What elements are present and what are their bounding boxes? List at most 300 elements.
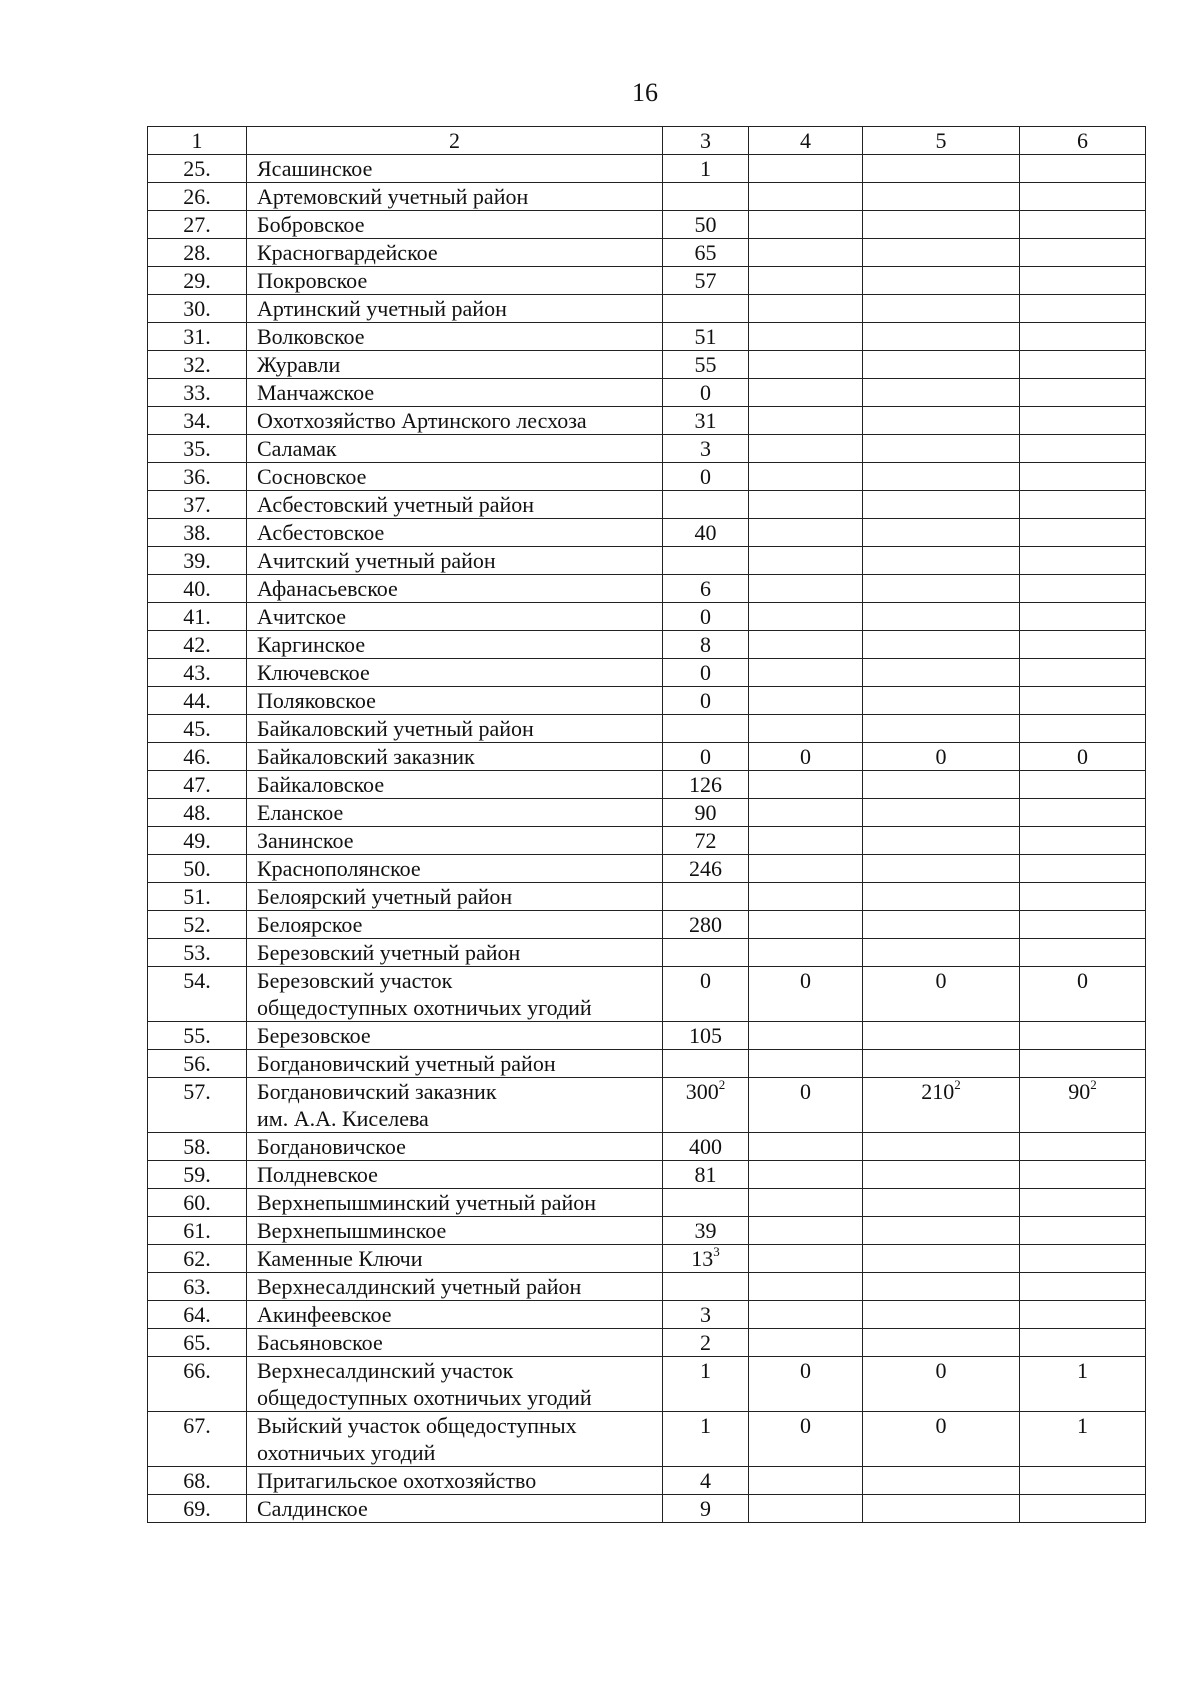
value-cell-c6 <box>1020 603 1146 631</box>
row-number: 50. <box>183 856 211 881</box>
value-cell-c5 <box>863 239 1020 267</box>
value-cell-c5 <box>863 155 1020 183</box>
value: 0 <box>935 1358 947 1383</box>
value-cell-c3 <box>663 351 749 379</box>
value-cell-c3 <box>663 575 749 603</box>
value-cell-c5 <box>863 715 1020 743</box>
row-number: 48. <box>183 800 211 825</box>
name-line: охотничьих угодий <box>257 1440 436 1465</box>
value: 0 <box>700 968 711 993</box>
table-row <box>148 519 1146 547</box>
value-cell-c5 <box>863 1245 1020 1273</box>
value-cell-c5 <box>863 1412 1020 1467</box>
name-line: Краснополянское <box>257 856 421 881</box>
value-cell-c4 <box>749 1161 863 1189</box>
value-cell-c4 <box>749 631 863 659</box>
value-cell-c3 <box>663 771 749 799</box>
value-cell-c5 <box>863 771 1020 799</box>
value-cell-c6 <box>1020 1467 1146 1495</box>
value-cell-c6 <box>1020 211 1146 239</box>
row-number: 64. <box>183 1302 211 1327</box>
table-row <box>148 631 1146 659</box>
name-line: Ачитский учетный район <box>257 548 496 573</box>
table-row <box>148 687 1146 715</box>
row-number-cell <box>148 211 247 239</box>
value-cell-c6 <box>1020 155 1146 183</box>
name-cell <box>247 519 663 547</box>
value: 9 <box>700 1496 711 1521</box>
name-line: Богдановичское <box>257 1134 406 1159</box>
value-cell-c6 <box>1020 351 1146 379</box>
value-cell-c6 <box>1020 631 1146 659</box>
value: 4 <box>700 1468 711 1493</box>
value-cell-c3 <box>663 379 749 407</box>
value-cell-c5 <box>863 883 1020 911</box>
name-cell <box>247 463 663 491</box>
value-cell-c3 <box>663 1133 749 1161</box>
table-row <box>148 883 1146 911</box>
value: 40 <box>694 520 717 545</box>
name-cell <box>247 743 663 771</box>
column-header: 5 <box>863 127 1020 155</box>
value-cell-c4 <box>749 407 863 435</box>
value-cell-c6 <box>1020 267 1146 295</box>
table-row <box>148 659 1146 687</box>
table-row <box>148 1078 1146 1133</box>
row-number-cell <box>148 799 247 827</box>
row-number-cell <box>148 491 247 519</box>
table-row <box>148 1357 1146 1412</box>
value-cell-c4 <box>749 323 863 351</box>
table-row <box>148 1495 1146 1523</box>
row-number: 33. <box>183 380 211 405</box>
value-cell-c6 <box>1020 911 1146 939</box>
value: 0 <box>700 464 711 489</box>
value-cell-c4 <box>749 771 863 799</box>
value-cell-c5 <box>863 827 1020 855</box>
value-cell-c5 <box>863 1329 1020 1357</box>
value-cell-c3 <box>663 1245 749 1273</box>
table-row <box>148 1329 1146 1357</box>
row-number: 41. <box>183 604 211 629</box>
value-cell-c5 <box>863 351 1020 379</box>
value-cell-c3 <box>663 463 749 491</box>
row-number-cell <box>148 239 247 267</box>
row-number: 30. <box>183 296 211 321</box>
table-row <box>148 183 1146 211</box>
row-number-cell <box>148 827 247 855</box>
value: 3 <box>700 1302 711 1327</box>
value: 0 <box>800 968 811 993</box>
name-line: Саламак <box>257 436 337 461</box>
row-number: 44. <box>183 688 211 713</box>
table-row <box>148 715 1146 743</box>
value-cell-c3 <box>663 883 749 911</box>
value-cell-c4 <box>749 1301 863 1329</box>
name-cell <box>247 1495 663 1523</box>
row-number-cell <box>148 1245 247 1273</box>
row-number-cell <box>148 1329 247 1357</box>
row-number-cell <box>148 379 247 407</box>
value: 90 <box>694 800 717 825</box>
name-cell <box>247 155 663 183</box>
value-cell-c4 <box>749 1078 863 1133</box>
footnote-mark: 2 <box>954 1077 961 1092</box>
name-line: Байкаловский заказник <box>257 744 475 769</box>
name-line: Занинское <box>257 828 354 853</box>
row-number-cell <box>148 1217 247 1245</box>
row-number-cell <box>148 183 247 211</box>
row-number: 34. <box>183 408 211 433</box>
name-cell <box>247 491 663 519</box>
value-cell-c6 <box>1020 379 1146 407</box>
table-row <box>148 463 1146 491</box>
name-cell <box>247 883 663 911</box>
name-cell <box>247 295 663 323</box>
value-cell-c5 <box>863 1078 1020 1133</box>
row-number: 25. <box>183 156 211 181</box>
value: 1 <box>700 1358 711 1383</box>
value-cell-c4 <box>749 1273 863 1301</box>
value-cell-c5 <box>863 575 1020 603</box>
data-table <box>147 126 1146 1523</box>
name-line: Журавли <box>257 352 341 377</box>
row-number-cell <box>148 407 247 435</box>
value-cell-c4 <box>749 1022 863 1050</box>
name-line: Верхнепышминский учетный район <box>257 1190 597 1215</box>
name-cell <box>247 1412 663 1467</box>
value-cell-c6 <box>1020 939 1146 967</box>
value: 1 <box>1077 1413 1088 1438</box>
value-cell-c6 <box>1020 1189 1146 1217</box>
value-cell-c6 <box>1020 575 1146 603</box>
value-cell-c4 <box>749 435 863 463</box>
name-cell <box>247 771 663 799</box>
row-number: 55. <box>183 1023 211 1048</box>
value-cell-c4 <box>749 491 863 519</box>
table-row <box>148 547 1146 575</box>
row-number: 54. <box>183 968 211 993</box>
name-cell <box>247 211 663 239</box>
value-cell-c4 <box>749 715 863 743</box>
value-cell-c4 <box>749 827 863 855</box>
value-cell-c3 <box>663 743 749 771</box>
row-number: 69. <box>183 1496 211 1521</box>
value-cell-c6 <box>1020 1301 1146 1329</box>
value: 55 <box>694 352 717 377</box>
name-line: Каменные Ключи <box>257 1246 423 1271</box>
name-cell <box>247 267 663 295</box>
value-cell-c3 <box>663 659 749 687</box>
row-number-cell <box>148 1133 247 1161</box>
row-number: 65. <box>183 1330 211 1355</box>
table-row <box>148 799 1146 827</box>
name-cell <box>247 1022 663 1050</box>
value: 246 <box>689 856 722 881</box>
row-number: 35. <box>183 436 211 461</box>
value-cell-c3 <box>663 491 749 519</box>
value: 0 <box>800 1413 811 1438</box>
value-cell-c3 <box>663 911 749 939</box>
name-line: Асбестовское <box>257 520 385 545</box>
name-cell <box>247 239 663 267</box>
name-cell <box>247 183 663 211</box>
row-number: 61. <box>183 1218 211 1243</box>
value-cell-c3 <box>663 1078 749 1133</box>
row-number-cell <box>148 1078 247 1133</box>
row-number: 31. <box>183 324 211 349</box>
name-cell <box>247 855 663 883</box>
row-number-cell <box>148 939 247 967</box>
value-cell-c4 <box>749 799 863 827</box>
table-row <box>148 911 1146 939</box>
value-cell-c4 <box>749 1329 863 1357</box>
value-cell-c6 <box>1020 855 1146 883</box>
row-number: 63. <box>183 1274 211 1299</box>
name-line: Манчажское <box>257 380 375 405</box>
table-row <box>148 379 1146 407</box>
value: 1 <box>1077 1358 1088 1383</box>
row-number: 51. <box>183 884 211 909</box>
row-number-cell <box>148 715 247 743</box>
name-cell <box>247 575 663 603</box>
value-cell-c5 <box>863 407 1020 435</box>
value: 65 <box>694 240 717 265</box>
name-cell <box>247 1329 663 1357</box>
table-row <box>148 351 1146 379</box>
name-cell <box>247 1078 663 1133</box>
row-number-cell <box>148 911 247 939</box>
value-cell-c4 <box>749 239 863 267</box>
value-cell-c4 <box>749 1412 863 1467</box>
row-number-cell <box>148 771 247 799</box>
value: 0 <box>700 380 711 405</box>
value-cell-c3 <box>663 1161 749 1189</box>
name-cell <box>247 939 663 967</box>
value-cell-c3 <box>663 1050 749 1078</box>
value: 6 <box>700 576 711 601</box>
value: 126 <box>689 772 722 797</box>
name-cell <box>247 1301 663 1329</box>
value-cell-c4 <box>749 351 863 379</box>
name-line: Еланское <box>257 800 344 825</box>
name-line: Волковское <box>257 324 365 349</box>
value-cell-c6 <box>1020 295 1146 323</box>
value-cell-c6 <box>1020 967 1146 1022</box>
value-cell-c5 <box>863 659 1020 687</box>
value-cell-c5 <box>863 1217 1020 1245</box>
row-number: 32. <box>183 352 211 377</box>
name-cell <box>247 323 663 351</box>
name-line: Бобровское <box>257 212 365 237</box>
table-row <box>148 939 1146 967</box>
name-line: Притагильское охотхозяйство <box>257 1468 537 1493</box>
value-cell-c3 <box>663 295 749 323</box>
value-cell-c4 <box>749 295 863 323</box>
table-row <box>148 743 1146 771</box>
row-number-cell <box>148 155 247 183</box>
value: 31 <box>694 408 717 433</box>
table-row <box>148 1050 1146 1078</box>
value-cell-c6 <box>1020 743 1146 771</box>
value-cell-c5 <box>863 491 1020 519</box>
name-line: Богдановичский заказник <box>257 1079 497 1104</box>
table-row <box>148 575 1146 603</box>
value-cell-c3 <box>663 827 749 855</box>
value: 0 <box>800 1358 811 1383</box>
value-cell-c6 <box>1020 547 1146 575</box>
row-number: 28. <box>183 240 211 265</box>
value-cell-c6 <box>1020 1329 1146 1357</box>
value-cell-c6 <box>1020 1133 1146 1161</box>
row-number: 62. <box>183 1246 211 1271</box>
name-line: Артемовский учетный район <box>257 184 529 209</box>
value: 0 <box>935 968 947 993</box>
row-number: 45. <box>183 716 211 741</box>
name-line: Салдинское <box>257 1496 368 1521</box>
value-cell-c3 <box>663 1329 749 1357</box>
value-cell-c3 <box>663 1217 749 1245</box>
value-cell-c6 <box>1020 1357 1146 1412</box>
value-cell-c5 <box>863 547 1020 575</box>
name-cell <box>247 1050 663 1078</box>
table-body <box>148 155 1146 1523</box>
row-number: 56. <box>183 1051 211 1076</box>
name-line: Богдановичский учетный район <box>257 1051 556 1076</box>
value-cell-c5 <box>863 687 1020 715</box>
row-number-cell <box>148 463 247 491</box>
value: 400 <box>689 1134 722 1159</box>
value-cell-c5 <box>863 267 1020 295</box>
value-cell-c6 <box>1020 1217 1146 1245</box>
value-cell-c6 <box>1020 715 1146 743</box>
value-cell-c4 <box>749 1133 863 1161</box>
name-line: Акинфеевское <box>257 1302 392 1327</box>
name-line: Поляковское <box>257 688 376 713</box>
row-number-cell <box>148 603 247 631</box>
name-line: общедоступных охотничьих угодий <box>257 1385 592 1410</box>
row-number: 60. <box>183 1190 211 1215</box>
table-row <box>148 267 1146 295</box>
row-number-cell <box>148 547 247 575</box>
value-cell-c5 <box>863 911 1020 939</box>
row-number: 66. <box>183 1358 211 1383</box>
value-cell-c6 <box>1020 519 1146 547</box>
row-number-cell <box>148 435 247 463</box>
value-cell-c3 <box>663 631 749 659</box>
value-cell-c3 <box>663 547 749 575</box>
value: 57 <box>694 268 717 293</box>
name-cell <box>247 1161 663 1189</box>
column-header: 2 <box>247 127 663 155</box>
value-cell-c6 <box>1020 435 1146 463</box>
name-line: Белоярское <box>257 912 363 937</box>
name-cell <box>247 799 663 827</box>
value-cell-c3 <box>663 603 749 631</box>
column-header: 4 <box>749 127 863 155</box>
table-row <box>148 491 1146 519</box>
name-line: Афанасьевское <box>257 576 398 601</box>
value-cell-c6 <box>1020 1050 1146 1078</box>
value-cell-c5 <box>863 1301 1020 1329</box>
value-cell-c4 <box>749 1189 863 1217</box>
name-cell <box>247 1217 663 1245</box>
value: 39 <box>694 1218 717 1243</box>
value-cell-c6 <box>1020 1412 1146 1467</box>
row-number: 57. <box>183 1079 211 1104</box>
value-cell-c5 <box>863 183 1020 211</box>
value: 105 <box>689 1023 722 1048</box>
value: 0 <box>800 1079 811 1104</box>
row-number-cell <box>148 855 247 883</box>
name-line: Артинский учетный район <box>257 296 507 321</box>
row-number-cell <box>148 323 247 351</box>
value-cell-c6 <box>1020 659 1146 687</box>
table-row <box>148 295 1146 323</box>
footnote-mark: 3 <box>713 1244 720 1259</box>
value: 0 <box>1077 968 1088 993</box>
value-cell-c5 <box>863 1189 1020 1217</box>
value: 0 <box>700 744 711 769</box>
value-cell-c5 <box>863 1161 1020 1189</box>
value-cell-c5 <box>863 323 1020 351</box>
row-number: 49. <box>183 828 211 853</box>
row-number: 53. <box>183 940 211 965</box>
value-cell-c5 <box>863 379 1020 407</box>
value-cell-c4 <box>749 379 863 407</box>
value-cell-c3 <box>663 1273 749 1301</box>
value: 280 <box>689 912 722 937</box>
name-cell <box>247 659 663 687</box>
row-number: 67. <box>183 1413 211 1438</box>
row-number: 43. <box>183 660 211 685</box>
value-cell-c4 <box>749 687 863 715</box>
value-cell-c6 <box>1020 1245 1146 1273</box>
footnote-mark: 2 <box>1090 1077 1097 1092</box>
name-cell <box>247 547 663 575</box>
row-number-cell <box>148 743 247 771</box>
table-row <box>148 1301 1146 1329</box>
value-cell-c3 <box>663 155 749 183</box>
table-row <box>148 1161 1146 1189</box>
value-cell-c6 <box>1020 1495 1146 1523</box>
table-row <box>148 407 1146 435</box>
name-cell <box>247 687 663 715</box>
table-row <box>148 827 1146 855</box>
table-header-row <box>148 127 1146 155</box>
name-line: им. А.А. Киселева <box>257 1106 429 1131</box>
table-row <box>148 1467 1146 1495</box>
value-cell-c5 <box>863 463 1020 491</box>
row-number-cell <box>148 1357 247 1412</box>
value-cell-c4 <box>749 603 863 631</box>
row-number-cell <box>148 1412 247 1467</box>
value: 72 <box>694 828 717 853</box>
table-row <box>148 211 1146 239</box>
value-cell-c3 <box>663 1022 749 1050</box>
row-number: 26. <box>183 184 211 209</box>
value: 1 <box>700 1413 711 1438</box>
value-cell-c4 <box>749 1050 863 1078</box>
name-cell <box>247 1467 663 1495</box>
row-number-cell <box>148 1273 247 1301</box>
value-cell-c5 <box>863 295 1020 323</box>
value-cell-c3 <box>663 407 749 435</box>
row-number-cell <box>148 631 247 659</box>
name-line: Красногвардейское <box>257 240 438 265</box>
value-cell-c6 <box>1020 883 1146 911</box>
name-line: Верхнесалдинский участок <box>257 1358 514 1383</box>
